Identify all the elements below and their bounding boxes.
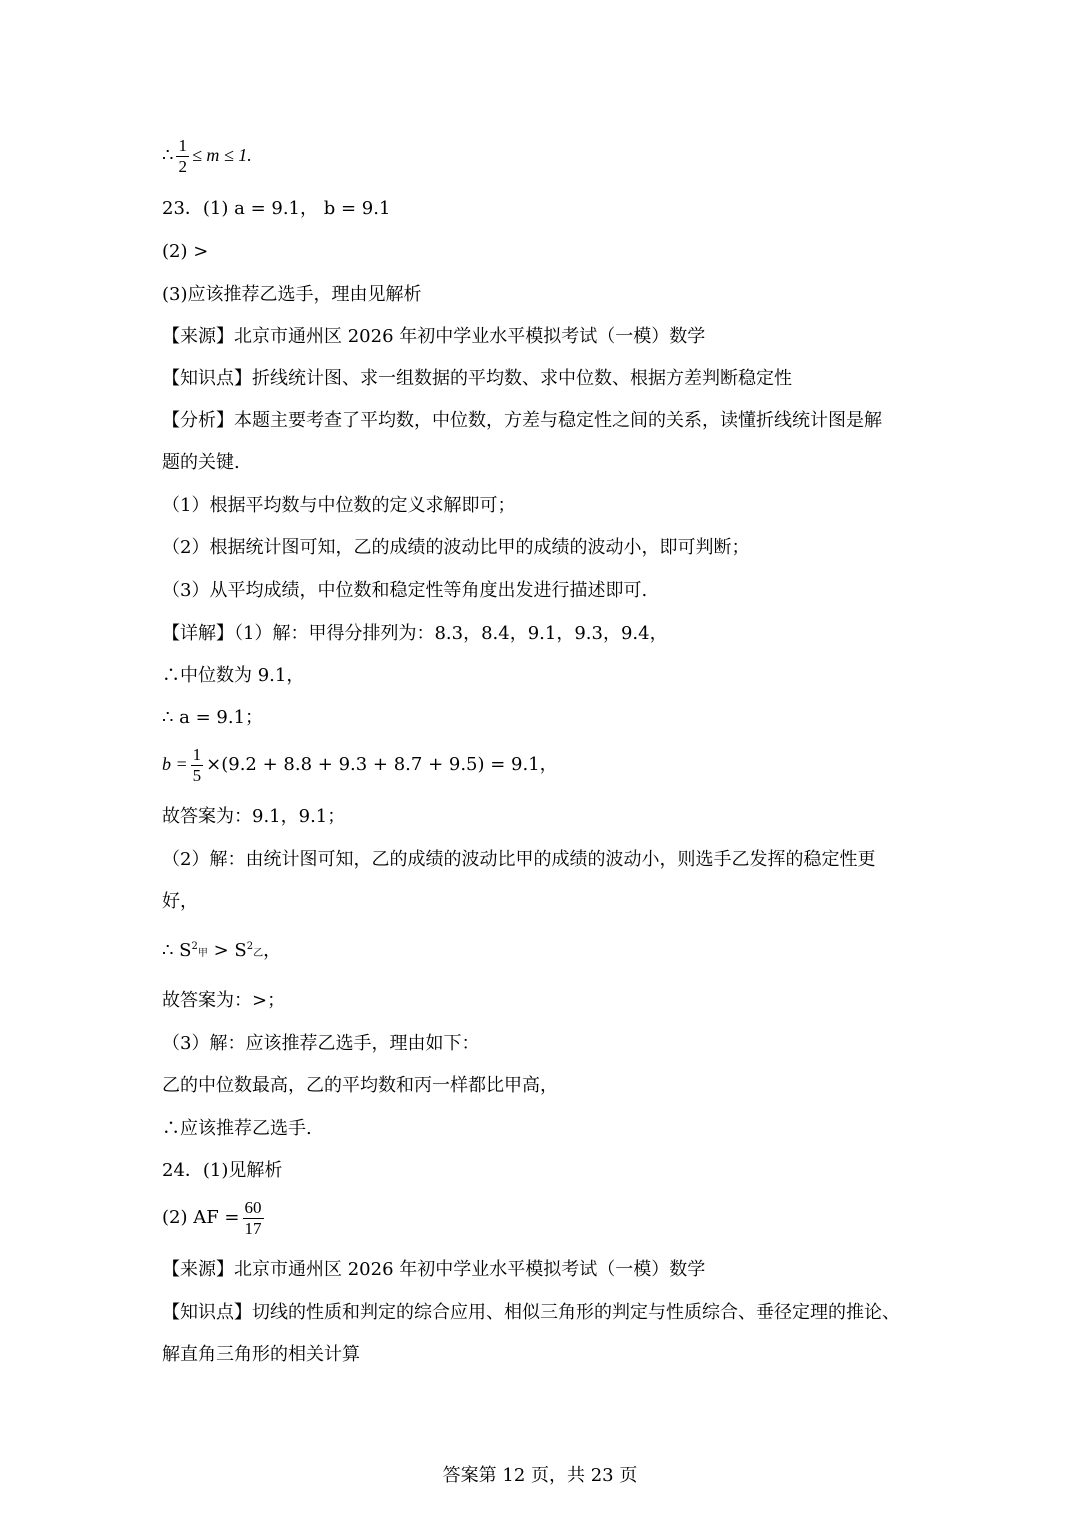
q24-knowledge-line-2: 解直角三角形的相关计算 [162,1344,360,1365]
q23-source: 【来源】北京市通州区 2026 年初中学业水平模拟考试（一模）数学 [162,326,706,347]
q23-detail-1: 【详解】（1）解：甲得分排列为：8.3，8.4，9.1，9.3，9.4， [162,623,668,644]
q23-median: ∴中位数为 9.1， [162,665,305,686]
q23-part2-line-2: 好， [162,891,198,912]
q23-part2-line-1: （2）解：由统计图可知，乙的成绩的波动比甲的成绩的波动小，则选手乙发挥的稳定性更 [162,849,876,870]
q24-answer-2: (2) AF = $\frac{60}{17}$ [162,1198,262,1238]
page-footer: 答案第 12 页，共 23 页 [442,1465,638,1486]
fraction-fifth: $\frac{1}{5}$ [192,745,202,785]
q23-part3-line-1: （3）解：应该推荐乙选手，理由如下： [162,1033,480,1054]
q23-answer-2: (2) > [162,241,209,262]
fraction-af: $\frac{60}{17}$ [244,1198,262,1238]
q23-step-2: （2）根据统计图可知，乙的成绩的波动比甲的成绩的波动小，即可判断； [162,537,750,558]
q23-analysis-line-1: 【分析】本题主要考查了平均数，中位数，方差与稳定性之间的关系，读懂折线统计图是解 [162,410,882,431]
q23-answer-part2: 故答案为：>； [162,990,286,1011]
q23-a-value: ∴ a = 9.1； [162,707,264,728]
q23-b-formula: b = $\frac{1}{5}$ ×(9.2 + 8.8 + 9.3 + 8.7 + 9.5) = 9.1， [162,745,558,785]
fraction-half: $\frac{1}{2}$ [178,136,187,176]
q23-answer-1: 23．(1) a = 9.1， b = 9.1 [162,198,391,219]
q24-source: 【来源】北京市通州区 2026 年初中学业水平模拟考试（一模）数学 [162,1259,706,1280]
q24-answer-1: 24．(1)见解析 [162,1160,283,1181]
q23-step-1: （1）根据平均数与中位数的定义求解即可； [162,495,516,516]
q24-knowledge-line-1: 【知识点】切线的性质和判定的综合应用、相似三角形的判定与性质综合、垂径定理的推论、 [162,1302,900,1323]
q23-step-3: （3）从平均成绩，中位数和稳定性等角度出发进行描述即可. [162,580,648,601]
q23-part3-line-2: 乙的中位数最高，乙的平均数和丙一样都比甲高， [162,1075,558,1096]
q23-part3-line-3: ∴应该推荐乙选手. [162,1118,312,1139]
q23-analysis-line-2: 题的关键. [162,452,240,473]
q23-variance-compare: ∴ $S^2$甲 > $S^2$乙， [162,940,282,961]
inequality-line: ∴ $\frac{1}{2}$ ≤ m ≤ 1. [162,136,252,176]
q23-answer-3: (3)应该推荐乙选手，理由见解析 [162,284,422,305]
q23-answer-part1: 故答案为：9.1，9.1； [162,806,346,827]
q23-knowledge: 【知识点】折线统计图、求一组数据的平均数、求中位数、根据方差判断稳定性 [162,368,792,389]
